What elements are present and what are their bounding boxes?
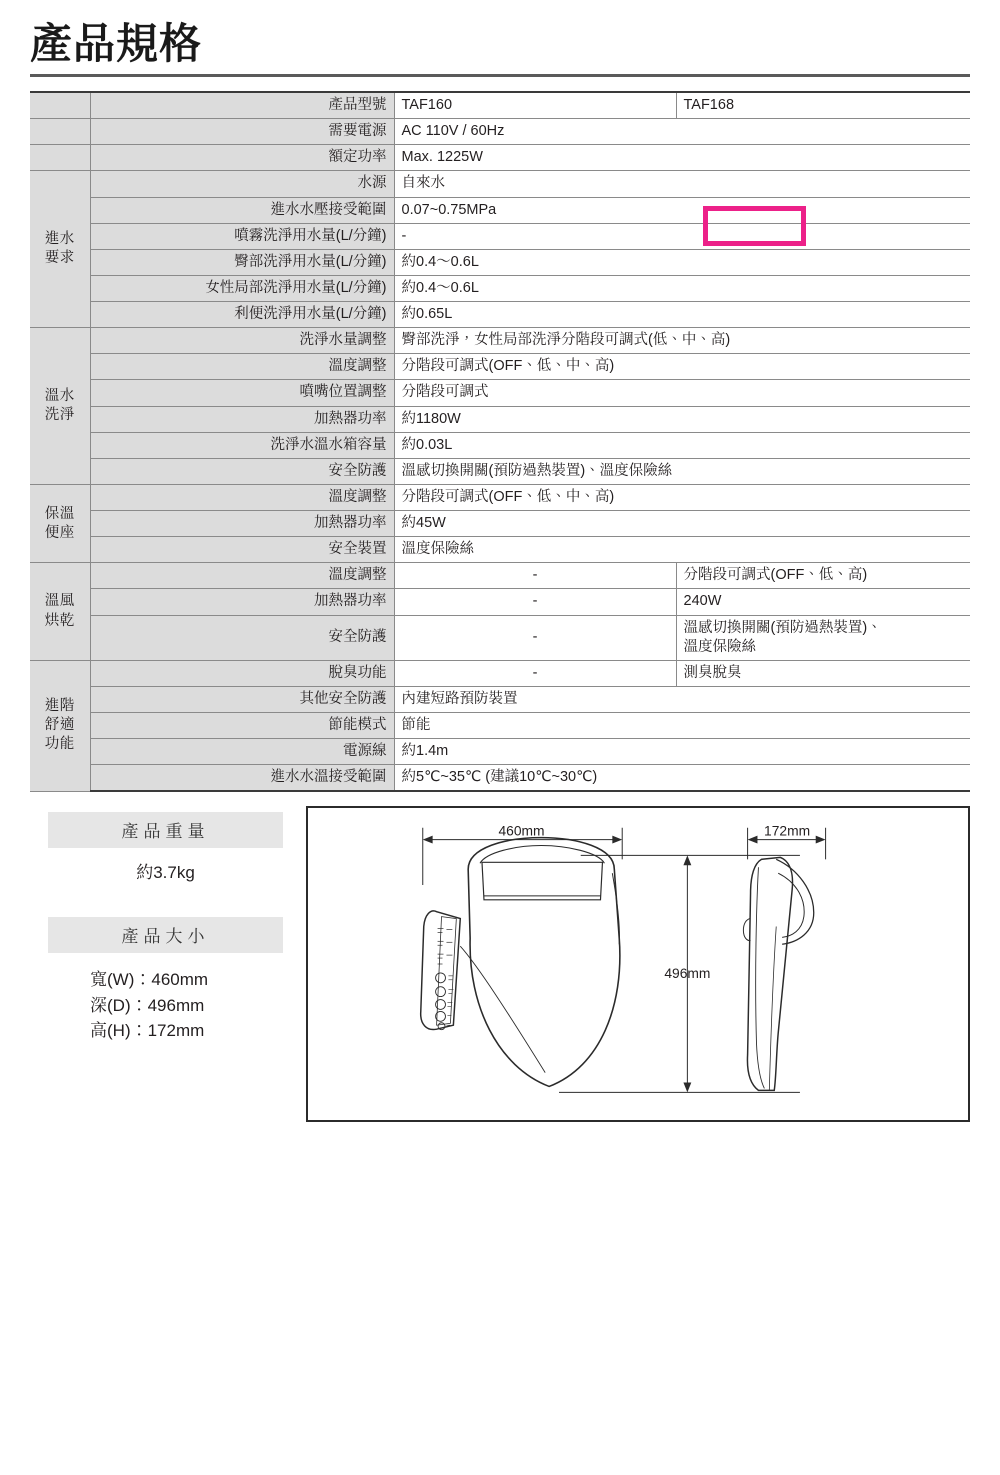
spec-label: 洗淨水溫水箱容量 (90, 432, 394, 458)
spec-value: 0.07~0.75MPa (394, 197, 970, 223)
spec-label: 溫度調整 (90, 354, 394, 380)
spec-value-taf168: 溫感切換開關(預防過熱裝置)、 溫度保險絲 (676, 615, 970, 660)
spec-label: 噴霧洗淨用水量(L/分鐘) (90, 223, 394, 249)
spec-value: 內建短路預防裝置 (394, 686, 970, 712)
spec-label: 電源線 (90, 739, 394, 765)
weight-heading: 產品重量 (48, 812, 283, 848)
size-values (48, 953, 300, 1044)
spec-label: 加熱器功率 (90, 589, 394, 615)
side-view-outline (743, 858, 813, 1091)
spec-label: 需要電源 (90, 119, 394, 145)
dimension-label-height: 172mm (764, 823, 811, 840)
table-row (30, 484, 970, 510)
spec-value: 約1.4m (394, 739, 970, 765)
spec-value-taf160: - (394, 563, 676, 589)
size-heading: 產品大小 (48, 917, 283, 953)
spec-value: 約0.4～0.6L (394, 249, 970, 275)
spec-value-taf168: 240W (676, 589, 970, 615)
spec-label: 節能模式 (90, 713, 394, 739)
top-view-outline (468, 838, 620, 1087)
title-divider (30, 74, 970, 77)
spec-label: 加熱器功率 (90, 406, 394, 432)
dimension-label-width: 460mm (498, 823, 545, 840)
spec-value: 分階段可調式(OFF、低、中、高) (394, 354, 970, 380)
group-label: 進水 要求 (30, 171, 90, 328)
spec-value-taf160: - (394, 589, 676, 615)
group-label: 進階 舒適 功能 (30, 660, 90, 791)
table-row (30, 686, 970, 712)
table-row (30, 302, 970, 328)
spec-value: 節能 (394, 713, 970, 739)
table-row (30, 249, 970, 275)
size-height: 高(H)：172mm (90, 1021, 205, 1041)
table-row (30, 713, 970, 739)
spec-label: 安全防護 (90, 458, 394, 484)
spec-label: 進水水溫接受範圍 (90, 765, 394, 792)
spec-label: 脫臭功能 (90, 660, 394, 686)
spec-value: 自來水 (394, 171, 970, 197)
table-row (30, 119, 970, 145)
table-row (30, 275, 970, 301)
diagram-svg (308, 808, 968, 1120)
spec-value-taf160: TAF160 (394, 92, 676, 119)
table-row (30, 589, 970, 615)
specification-table (30, 91, 970, 792)
spec-value: - (394, 223, 970, 249)
table-row (30, 197, 970, 223)
spec-value-taf168: TAF168 (676, 92, 970, 119)
table-row (30, 739, 970, 765)
spec-value: 約0.4～0.6L (394, 275, 970, 301)
size-depth: 深(D)：496mm (90, 995, 205, 1015)
spec-value: 約5℃~35℃ (建議10℃~30℃) (394, 765, 970, 792)
table-row (30, 223, 970, 249)
control-panel (421, 911, 545, 1073)
group-label-empty (30, 145, 90, 171)
table-row (30, 171, 970, 197)
spec-value-taf168: 測臭脫臭 (676, 660, 970, 686)
spec-value: 臀部洗淨，女性局部洗淨分階段可調式(低、中、高) (394, 328, 970, 354)
spec-value: AC 110V / 60Hz (394, 119, 970, 145)
spec-value-taf168: 分階段可調式(OFF、低、高) (676, 563, 970, 589)
size-width: 寬(W)：460mm (90, 970, 209, 990)
spec-label: 女性局部洗淨用水量(L/分鐘) (90, 275, 394, 301)
table-row (30, 432, 970, 458)
table-row (30, 511, 970, 537)
bottom-section (30, 806, 970, 1122)
table-row (30, 328, 970, 354)
product-info-panel (30, 806, 300, 1044)
dimension-label-depth: 496mm (664, 965, 711, 982)
spec-label: 進水水壓接受範圍 (90, 197, 394, 223)
table-row (30, 92, 970, 119)
table-row (30, 765, 970, 792)
group-label-empty (30, 92, 90, 119)
spec-value: 約1180W (394, 406, 970, 432)
spec-label: 加熱器功率 (90, 511, 394, 537)
table-row (30, 563, 970, 589)
spec-value: 分階段可調式(OFF、低、中、高) (394, 484, 970, 510)
spec-value-taf160: - (394, 615, 676, 660)
group-label: 保溫 便座 (30, 484, 90, 562)
table-row (30, 660, 970, 686)
spec-table-body (30, 92, 970, 791)
spec-label: 安全防護 (90, 615, 394, 660)
table-row (30, 458, 970, 484)
spec-value-taf160: - (394, 660, 676, 686)
spec-value: Max. 1225W (394, 145, 970, 171)
table-row (30, 615, 970, 660)
group-label-empty (30, 119, 90, 145)
weight-value: 約3.7kg (136, 863, 195, 883)
spec-label: 其他安全防護 (90, 686, 394, 712)
spec-label: 產品型號 (90, 92, 394, 119)
panel-gap (48, 883, 300, 917)
spec-value: 約0.03L (394, 432, 970, 458)
spec-label: 利便洗淨用水量(L/分鐘) (90, 302, 394, 328)
table-row (30, 145, 970, 171)
spec-value: 溫度保險絲 (394, 537, 970, 563)
group-label: 溫水 洗淨 (30, 328, 90, 485)
spec-label: 洗淨水量調整 (90, 328, 394, 354)
spec-label: 額定功率 (90, 145, 394, 171)
spec-value: 約0.65L (394, 302, 970, 328)
table-row (30, 537, 970, 563)
page-title: 產品規格 (30, 20, 203, 67)
group-label: 溫風 烘乾 (30, 563, 90, 661)
spec-value: 溫感切換開關(預防過熱裝置)、溫度保險絲 (394, 458, 970, 484)
spec-label: 安全裝置 (90, 537, 394, 563)
spec-label: 溫度調整 (90, 563, 394, 589)
spec-value: 分階段可調式 (394, 380, 970, 406)
product-dimension-diagram (306, 806, 970, 1122)
table-row (30, 354, 970, 380)
table-row (30, 380, 970, 406)
spec-label: 噴嘴位置調整 (90, 380, 394, 406)
spec-label: 臀部洗淨用水量(L/分鐘) (90, 249, 394, 275)
spec-label: 溫度調整 (90, 484, 394, 510)
spec-value: 約45W (394, 511, 970, 537)
spec-label: 水源 (90, 171, 394, 197)
table-row (30, 406, 970, 432)
